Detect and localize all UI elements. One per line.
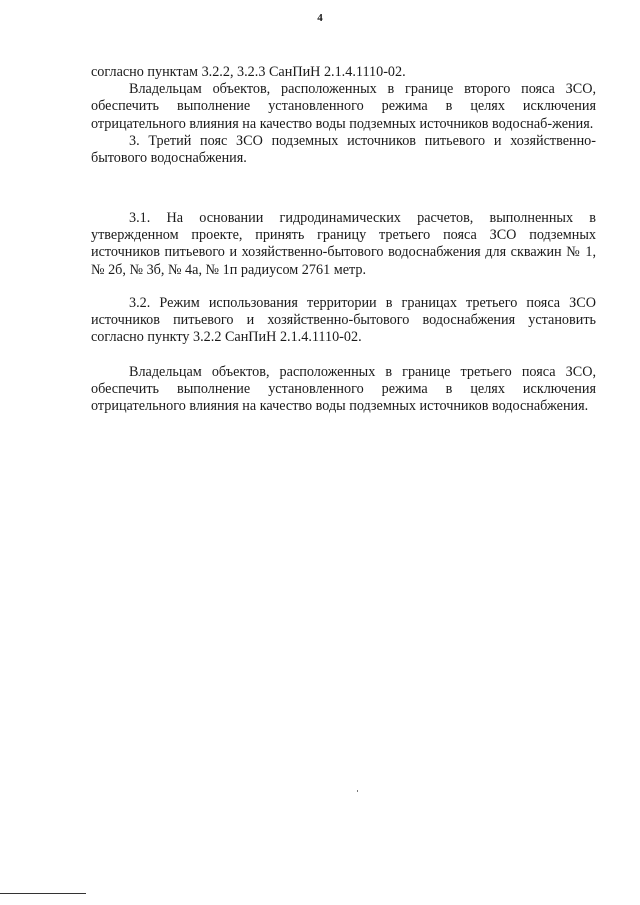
page-number: 4 [317, 12, 323, 24]
scan-artifact-dot [357, 790, 358, 792]
scan-artifact-line [0, 893, 86, 894]
text-block-3-1 [91, 210, 596, 279]
text-block-second-belt [91, 64, 596, 167]
section-heading-third-belt: 3. Третий пояс ЗСО подземных источников питьевого и хозяйственно-бытового водоснабжения. [91, 132, 596, 167]
paragraph-owners-second-belt: Владельцам объектов, расположенных в границе второго пояса ЗСО, обеспечить выполнение установленного режима в целях исключения отрицательного влияния на качество воды подземных источников водоснаб-жения. [91, 81, 596, 132]
paragraph-3-2-regime: 3.2. Режим использования территории в границах третьего пояса ЗСО источников питьевого и хозяйственно-бытового водоснабжения установить согласно пункту 3.2.2 СанПиН 2.1.4.1110-02. [91, 295, 596, 346]
paragraph-3-1-boundary: 3.1. На основании гидродинамических расчетов, выполненных в утвержденном проекте, принять границу третьего пояса ЗСО подземных источников питьевого и хозяйственно-бытового водоснабжения для скважин № 1, № 2б, № 3б, № 4а, № 1п радиусом 2761 метр. [91, 210, 596, 278]
paragraph-sanpin-reference: согласно пунктам 3.2.2, 3.2.3 СанПиН 2.1.4.1110-02. [91, 64, 406, 80]
text-block-owners-third [91, 364, 596, 416]
text-block-3-2 [91, 295, 596, 347]
paragraph-owners-third-belt: Владельцам объектов, расположенных в границе третьего пояса ЗСО, обеспечить выполнение установленного режима в целях исключения отрицательного влияния на качество воды подземных источников водоснабжения. [91, 364, 596, 415]
